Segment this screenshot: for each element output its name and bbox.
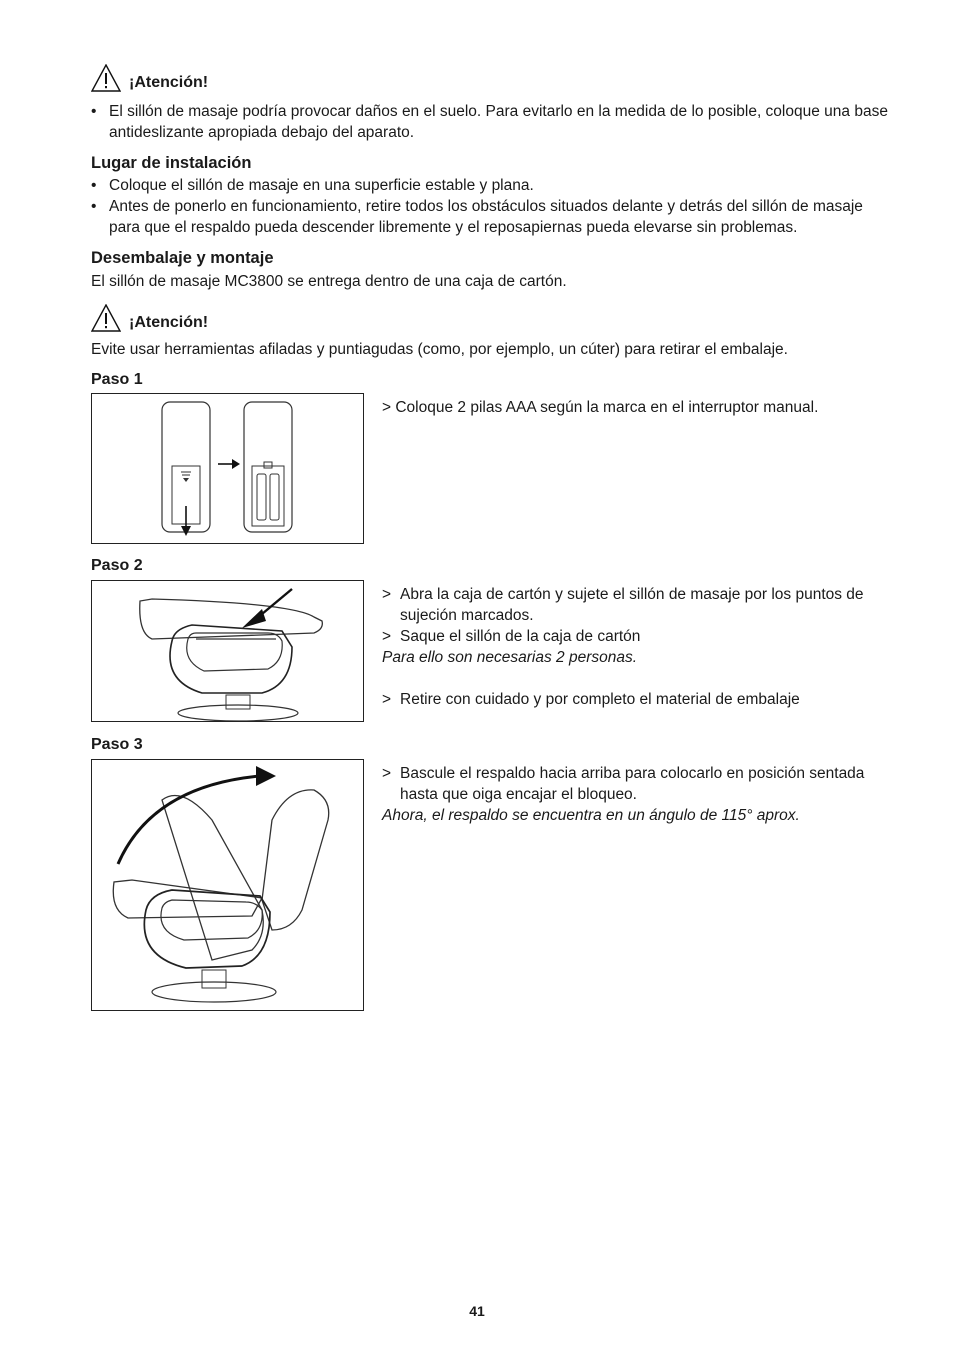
chair-lift-icon bbox=[92, 581, 363, 721]
section-heading: Desembalaje y montaje bbox=[91, 249, 274, 267]
step-1-illustration bbox=[91, 393, 364, 544]
list-item: • El sillón de masaje podría provocar daños en el suelo. Para evitarlo en la medida de lo posible, coloque una base antideslizante apropiada debajo del aparato. bbox=[91, 103, 888, 141]
list-item: • Coloque el sillón de masaje en una superficie estable y plana. bbox=[91, 177, 534, 194]
instruction-line: > Bascule el respaldo hacia arriba para colocarlo en posición sentada hasta que oiga encajar el bloqueo. bbox=[382, 765, 865, 803]
instruction-line: > Saque el sillón de la caja de cartón bbox=[382, 628, 641, 645]
instruction-note: Ahora, el respaldo se encuentra en un ángulo de 115° aprox. bbox=[382, 807, 800, 824]
warning-heading bbox=[91, 304, 208, 332]
section-heading: Lugar de instalación bbox=[91, 154, 252, 172]
warning-heading bbox=[91, 64, 208, 92]
step-label: Paso 2 bbox=[91, 557, 143, 574]
warning-triangle-icon bbox=[91, 304, 121, 332]
step-instructions bbox=[382, 397, 902, 418]
warning-title: ¡Atención! bbox=[129, 314, 209, 331]
step-2-illustration bbox=[91, 580, 364, 722]
instruction-note: Para ello son necesarias 2 personas. bbox=[382, 649, 638, 666]
step-label: Paso 1 bbox=[91, 371, 143, 388]
step-instructions bbox=[382, 763, 902, 826]
instruction-line: > Retire con cuidado y por completo el material de embalaje bbox=[382, 691, 800, 708]
warning-triangle-icon bbox=[91, 64, 121, 92]
step-instructions bbox=[382, 584, 902, 710]
list-item: • Antes de ponerlo en funcionamiento, retire todos los obstáculos situados delante y detrás del sillón de masaje para que el respaldo pueda descender libremente y el reposapiernas pueda elevarse sin problemas. bbox=[91, 198, 863, 236]
warning-title: ¡Atención! bbox=[129, 74, 209, 91]
chair-tilt-icon bbox=[92, 760, 363, 1010]
paragraph: El sillón de masaje MC3800 se entrega dentro de una caja de cartón. bbox=[91, 273, 567, 290]
instruction-line: > Abra la caja de cartón y sujete el sillón de masaje por los puntos de sujeción marcados. bbox=[382, 586, 864, 624]
instruction-line: > Coloque 2 pilas AAA según la marca en el interruptor manual. bbox=[382, 399, 819, 416]
step-label: Paso 3 bbox=[91, 736, 143, 753]
remote-battery-icon bbox=[92, 394, 363, 543]
page-number: 41 bbox=[469, 1303, 485, 1319]
step-3-illustration bbox=[91, 759, 364, 1011]
paragraph: Evite usar herramientas afiladas y puntiagudas (como, por ejemplo, un cúter) para retirar el embalaje. bbox=[91, 341, 788, 358]
